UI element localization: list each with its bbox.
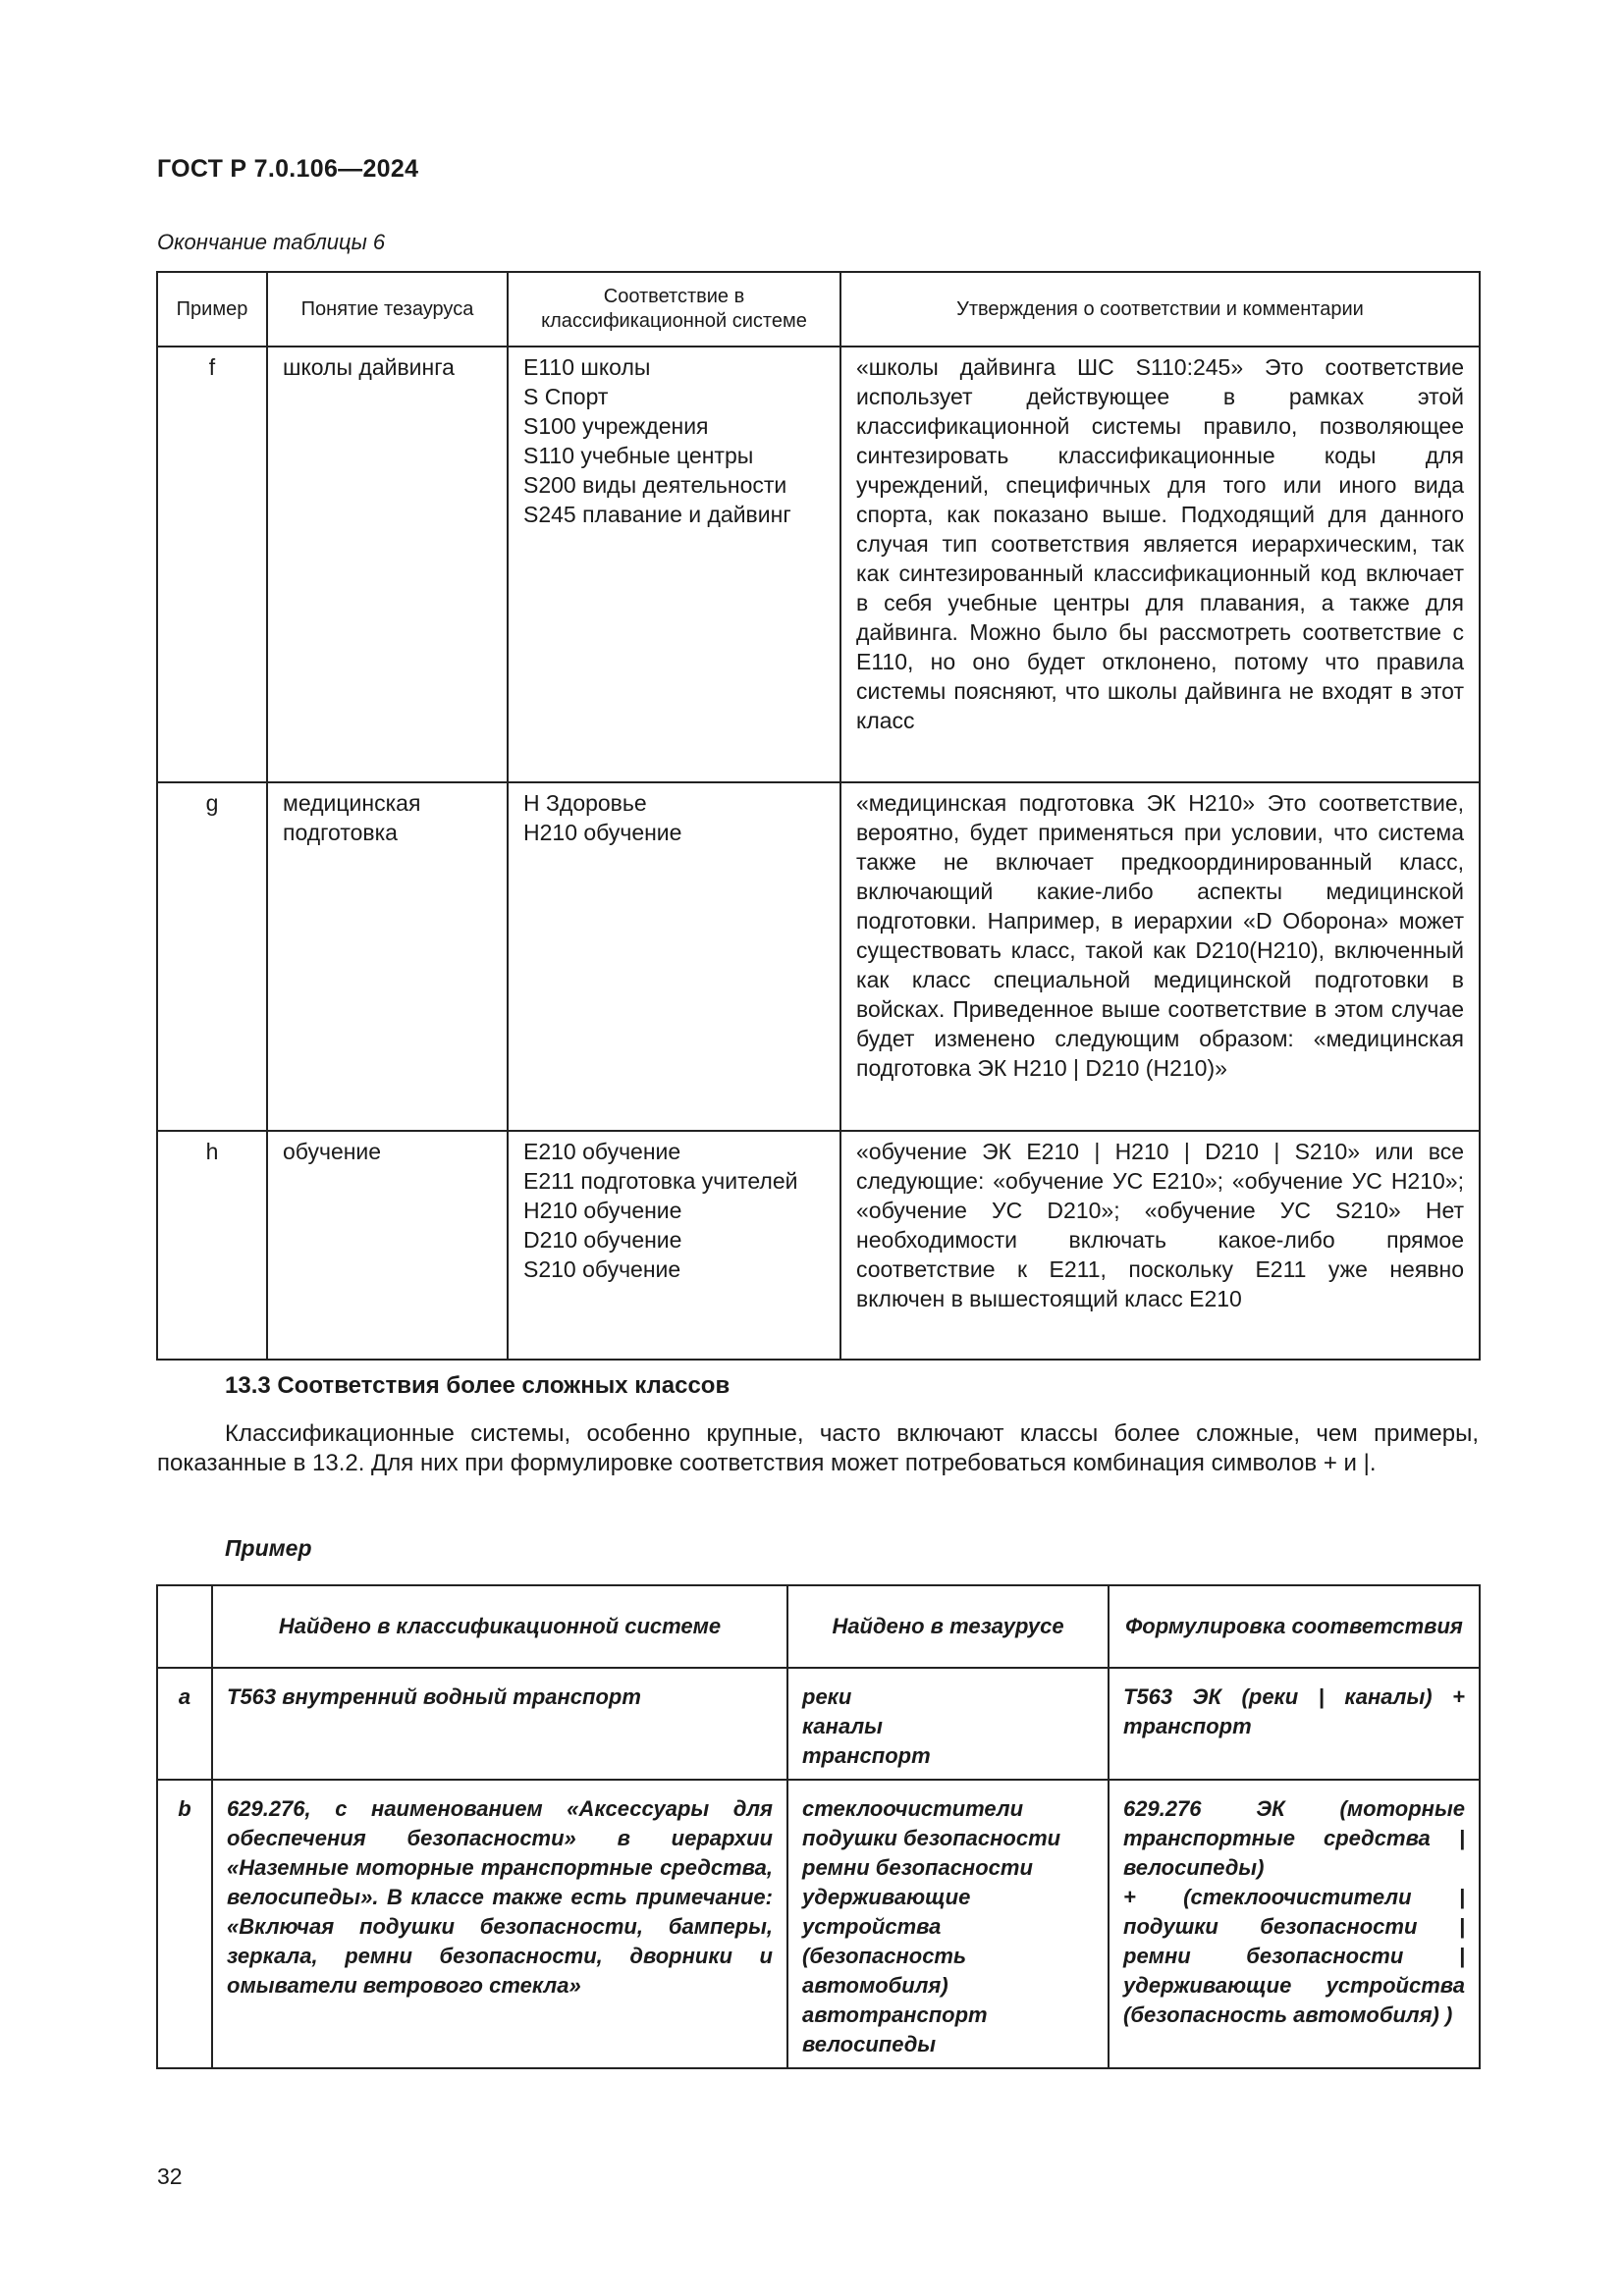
- class-entry: S200 виды деятельности: [523, 472, 787, 498]
- class-entry: H210 обучение: [523, 820, 682, 845]
- thesaurus-terms: [787, 1668, 1109, 1780]
- mapping-line: 629.276 ЭК (моторные транспортные средства | велосипеды): [1123, 1796, 1465, 1880]
- class-entry: S210 обучение: [523, 1256, 681, 1282]
- class-entry: Е110 школы: [523, 354, 651, 380]
- table-row: [157, 1668, 1480, 1780]
- classification-entry: Т563 внутренний водный транспорт: [212, 1668, 787, 1780]
- thesaurus-concept: медицинская подготовка: [267, 782, 508, 1131]
- table-6: [156, 271, 1481, 1361]
- page-number: 32: [157, 2163, 183, 2189]
- column-header: Формулировка соответствия: [1109, 1585, 1480, 1668]
- mapping-line: Т563 ЭК (реки | каналы) + транспорт: [1123, 1684, 1465, 1738]
- mapping-comment: «обучение ЭК Е210 | Н210 | D210 | S210» или все следующие: «обучение УС Е210»; «обучение УС Н210»; «обучение УС D210»; «обучение УС S210» Нет необходимости включать какое-либо прямое соответствие к Е211, поскольку Е211 уже неявно включен в вышестоящий класс Е210: [840, 1131, 1480, 1360]
- thesaurus-term: подушки безопасности: [802, 1826, 1061, 1850]
- thesaurus-term: удерживающие устройства (безопасность автомобиля): [802, 1885, 971, 1998]
- column-header: Соответствие в классификационной системе: [508, 272, 840, 347]
- example-letter: g: [157, 782, 267, 1131]
- table-header-row: [157, 272, 1480, 347]
- thesaurus-concept: обучение: [267, 1131, 508, 1360]
- classification-list: [508, 1131, 840, 1360]
- table-header-row: [157, 1585, 1480, 1668]
- class-entry: S245 плавание и дайвинг: [523, 502, 791, 527]
- table-row: [157, 782, 1480, 1131]
- class-entry: H210 обучение: [523, 1198, 682, 1223]
- section-paragraph: Классификационные системы, особенно крупные, часто включают классы более сложные, чем примеры, показанные в 13.2. Для них при формулировке соответствия может потребоваться комбинация символов + и |.: [157, 1420, 1479, 1476]
- column-header: [157, 1585, 212, 1668]
- classification-list: [508, 782, 840, 1131]
- class-entry: H Здоровье: [523, 790, 647, 816]
- column-header: Утверждения о соответствии и комментарии: [840, 272, 1480, 347]
- example-key: b: [157, 1780, 212, 2068]
- example-key: a: [157, 1668, 212, 1780]
- thesaurus-term: каналы: [802, 1714, 883, 1738]
- thesaurus-term: стеклоочистители: [802, 1796, 1024, 1821]
- column-header: Понятие тезауруса: [267, 272, 508, 347]
- class-entry: S Спорт: [523, 384, 609, 409]
- example-letter: f: [157, 347, 267, 782]
- section-heading: 13.3 Соответствия более сложных классов: [225, 1372, 731, 1399]
- thesaurus-term: реки: [802, 1684, 852, 1709]
- thesaurus-terms: [787, 1780, 1109, 2068]
- thesaurus-term: автотранспорт: [802, 2002, 988, 2027]
- mapping-comment: «медицинская подготовка ЭК Н210» Это соответствие, вероятно, будет применяться при условии, что система также не включает предкоординированный класс, включающий какие-либо аспекты медицинской подготовки. Например, в иерархии «D Оборона» может существовать класс, такой как D210(H210), включенный как класс специальной медицинской подготовки в войсках. Приведенное выше соответствие в этом случае будет изменено следующим образом: «медицинская подготовка ЭК Н210 | D210 (Н210)»: [840, 782, 1480, 1131]
- example-label: Пример: [225, 1535, 312, 1561]
- thesaurus-term: ремни безопасности: [802, 1855, 1033, 1880]
- thesaurus-term: велосипеды: [802, 2032, 937, 2056]
- table-row: [157, 347, 1480, 782]
- example-table: [156, 1584, 1481, 2069]
- class-entry: S100 учреждения: [523, 413, 709, 439]
- classification-entry: 629.276, с наименованием «Аксессуары для обеспечения безопасности» в иерархии «Наземные моторные транспортные средства, велосипеды». В классе также есть примечание: «Включая подушки безопасности, бамперы, зеркала, ремни безопасности, дворники и омыватели ветрового стекла»: [212, 1780, 787, 2068]
- class-entry: E211 подготовка учителей: [523, 1168, 798, 1194]
- class-entry: S110 учебные центры: [523, 443, 754, 468]
- class-entry: E210 обучение: [523, 1139, 681, 1164]
- column-header: Найдено в классификационной системе: [212, 1585, 787, 1668]
- column-header: Найдено в тезаурусе: [787, 1585, 1109, 1668]
- column-header: Пример: [157, 272, 267, 347]
- thesaurus-term: транспорт: [802, 1743, 931, 1768]
- table-caption: Окончание таблицы 6: [157, 230, 386, 254]
- mapping-line: + (стеклоочистители | подушки безопасности | ремни безопасности | удерживающие устройства (безопасность автомобиля) ): [1123, 1885, 1465, 2027]
- table-row: [157, 1780, 1480, 2068]
- table-row: [157, 1131, 1480, 1360]
- document-id: ГОСТ Р 7.0.106—2024: [157, 155, 419, 183]
- mapping-formulation: [1109, 1780, 1480, 2068]
- classification-list: [508, 347, 840, 782]
- thesaurus-concept: школы дайвинга: [267, 347, 508, 782]
- example-letter: h: [157, 1131, 267, 1360]
- class-entry: D210 обучение: [523, 1227, 682, 1253]
- mapping-formulation: [1109, 1668, 1480, 1780]
- mapping-comment: «школы дайвинга ШС S110:245» Это соответствие использует действующее в рамках этой классификационной системы правило, позволяющее синтезировать классификационные коды для учреждений, специфичных для того или иного вида спорта, как показано выше. Подходящий для данного случая тип соответствия является иерархическим, так как синтезированный классификационный код включает в себя учебные центры для плавания, а также для дайвинга. Можно было бы рассмотреть соответствие с Е110, но оно будет отклонено, потому что правила системы поясняют, что школы дайвинга не входят в этот класс: [840, 347, 1480, 782]
